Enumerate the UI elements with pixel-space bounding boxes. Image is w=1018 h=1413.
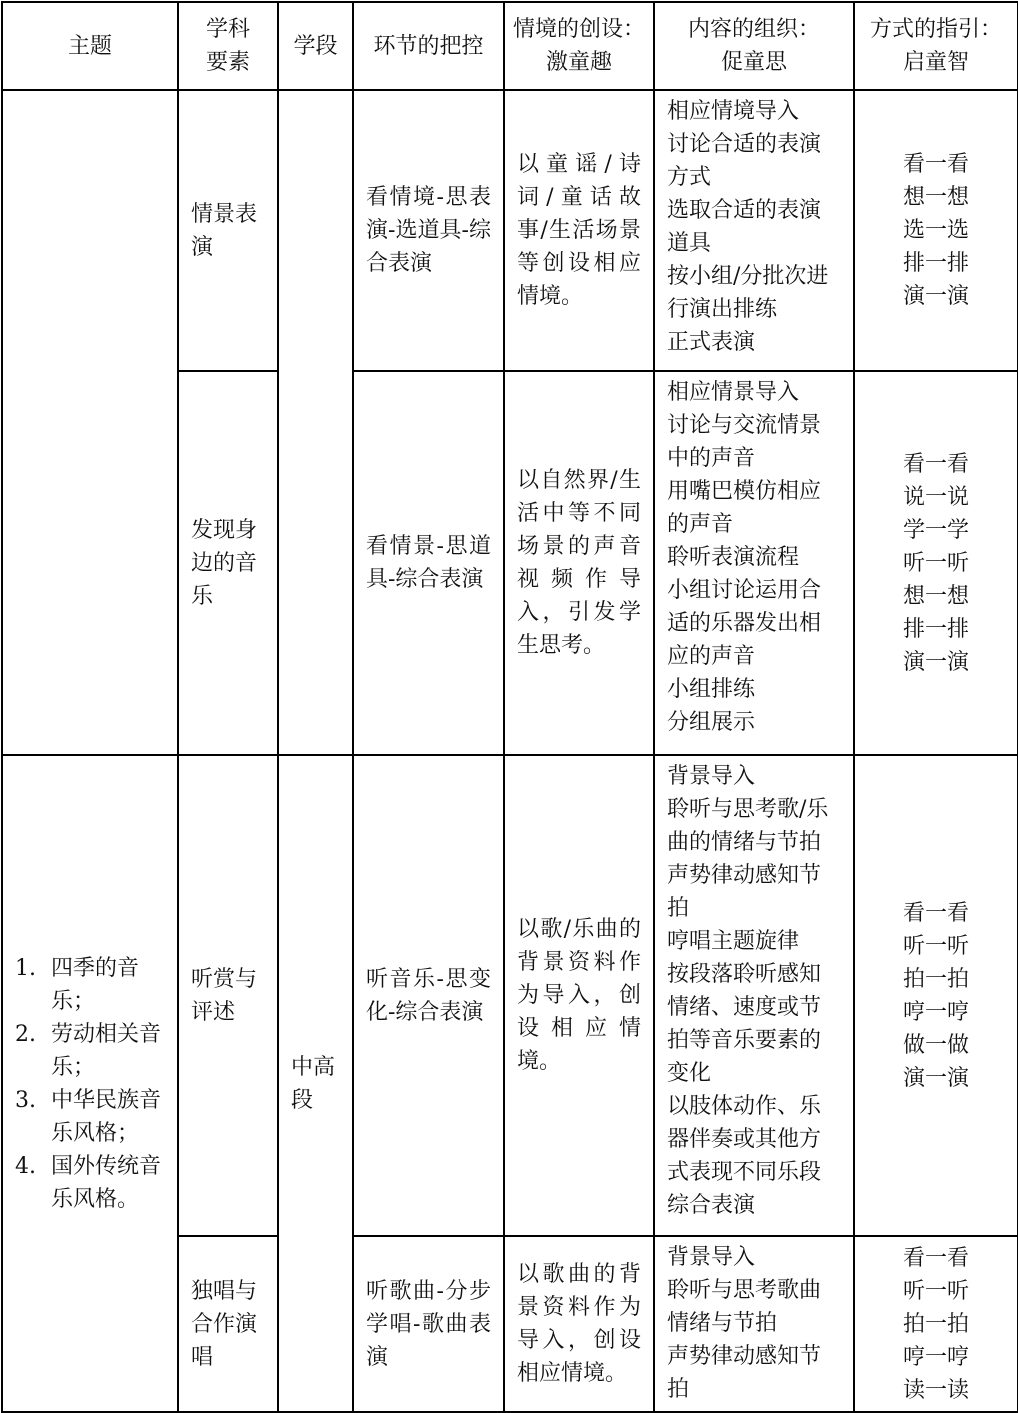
theme-item-number: 4.: [15, 1153, 36, 1179]
content-step: 按小组/分批次进行演出排练: [667, 264, 829, 322]
method-item: 说一说: [902, 484, 969, 510]
content-step: 相应情境导入: [667, 99, 800, 124]
header-situation: [504, 2, 654, 90]
header-content-line: 内容的组织：: [687, 17, 820, 42]
method-item: 排一排: [902, 251, 969, 276]
content-step: 声势律动感知节拍: [667, 863, 822, 921]
header-subject-elements-line: 要素: [205, 50, 250, 75]
stage-cell: 中高段: [278, 755, 353, 1412]
subject-element-cell: 听赏与评述: [178, 755, 278, 1236]
method-item: 哼一哼: [902, 999, 969, 1025]
method-item: 听一听: [902, 933, 969, 959]
content-step: 讨论合适的表演方式: [667, 132, 822, 190]
method-item: 演一演: [902, 649, 969, 675]
method-item: 拍一拍: [902, 1311, 969, 1337]
content-step: 正式表演: [667, 330, 756, 355]
content-step: 选取合适的表演道具: [667, 198, 822, 256]
content-step: 小组讨论运用合适的乐器发出相应的声音: [667, 578, 822, 669]
method-item: 学一学: [902, 517, 969, 543]
theme-item-text: 中华民族音乐风格；: [51, 1087, 162, 1146]
header-content: [654, 2, 854, 90]
content-cell: [654, 371, 854, 755]
method-item: 做一做: [902, 1032, 969, 1058]
content-step: 背景导入: [667, 1245, 756, 1270]
theme-cell: [2, 90, 178, 755]
method-item: 看一看: [902, 451, 969, 477]
header-method-line: 方式的指引：: [869, 17, 1002, 42]
subject-element-cell: 情景表演: [178, 90, 278, 371]
link-control-cell: 看情境-思表演-选道具-综合表演: [353, 90, 504, 371]
method-item: 看一看: [902, 152, 969, 177]
content-step: 小组排练: [667, 677, 756, 702]
content-step: 聆听与思考歌曲情绪与节拍: [667, 1278, 822, 1336]
link-control-cell: 听歌曲-分步学唱-歌曲表演: [353, 1236, 504, 1412]
theme-item-text: 四季的音乐；: [51, 955, 140, 1014]
content-step: 用嘴巴模仿相应的声音: [667, 479, 822, 537]
method-item: 听一听: [902, 550, 969, 576]
table-row: [2, 90, 1018, 371]
method-item: 看一看: [902, 900, 969, 926]
situation-cell: 以歌曲的背景资料作为导入，创设相应情境。: [504, 1236, 654, 1412]
content-step: 以肢体动作、乐器伴奏或其他方式表现不同乐段: [667, 1094, 822, 1185]
content-step: 按段落聆听感知情绪、速度或节拍等音乐要素的变化: [667, 962, 822, 1086]
theme-item-text: 劳动相关音乐；: [51, 1021, 162, 1080]
situation-cell: 以自然界/生活中等不同场景的声音视频作导入，引发学生思考。: [504, 371, 654, 755]
table-row: [2, 755, 1018, 1236]
theme-item-number: 3.: [15, 1087, 36, 1113]
method-item: 想一想: [902, 185, 969, 210]
method-item: 想一想: [902, 583, 969, 609]
content-cell: [654, 90, 854, 371]
situation-cell: 以歌/乐曲的背景资料作为导入，创设相应情境。: [504, 755, 654, 1236]
content-step: 声势律动感知节拍: [667, 1344, 822, 1402]
method-item: 哼一哼: [902, 1344, 969, 1370]
link-control-cell: 看情景-思道具-综合表演: [353, 371, 504, 755]
theme-list-item: [15, 1018, 165, 1084]
content-step: 分组展示: [667, 710, 756, 735]
content-step: 讨论与交流情景中的声音: [667, 413, 822, 471]
header-subject-elements: [178, 2, 278, 90]
theme-list: [15, 952, 165, 1216]
theme-list-item: [15, 952, 165, 1018]
header-situation-line: 情境的创设：: [512, 17, 645, 42]
theme-item-text: 国外传统音乐风格。: [51, 1153, 162, 1212]
method-item: 拍一拍: [902, 966, 969, 992]
method-cell: [854, 755, 1018, 1236]
content-step: 聆听表演流程: [667, 545, 800, 570]
content-step: 综合表演: [667, 1193, 756, 1218]
stage-cell: [278, 90, 353, 755]
header-link-control: 环节的把控: [353, 2, 504, 90]
subject-element-cell: 发现身边的音乐: [178, 371, 278, 755]
method-cell: [854, 371, 1018, 755]
header-subject-elements-line: 学科: [205, 17, 250, 42]
content-step: 背景导入: [667, 764, 756, 789]
method-item: 选一选: [902, 218, 969, 243]
method-item: 看一看: [902, 1245, 969, 1271]
content-step: 聆听与思考歌/乐曲的情绪与节拍: [667, 797, 829, 855]
header-stage: 学段: [278, 2, 353, 90]
theme-item-number: 2.: [15, 1021, 36, 1047]
method-cell: [854, 1236, 1018, 1412]
situation-cell: 以童谣/诗词/童话故事/生活场景等创设相应情境。: [504, 90, 654, 371]
method-item: 演一演: [902, 284, 969, 309]
content-step: 相应情景导入: [667, 380, 800, 405]
theme-list-item: [15, 1150, 165, 1216]
content-cell: [654, 755, 854, 1236]
content-step: 哼唱主题旋律: [667, 929, 800, 954]
theme-list-item: [15, 1084, 165, 1150]
content-cell: [654, 1236, 854, 1412]
theme-cell: [2, 755, 178, 1412]
header-method-line: 启童智: [902, 50, 969, 75]
header-method: [854, 2, 1018, 90]
method-item: 听一听: [902, 1278, 969, 1304]
header-situation-line: 激童趣: [545, 50, 612, 75]
lesson-design-table: [1, 1, 1018, 1413]
header-content-line: 促童思: [720, 50, 787, 75]
method-cell: [854, 90, 1018, 371]
header-theme: 主题: [2, 2, 178, 90]
method-item: 演一演: [902, 1065, 969, 1091]
table-header-row: [2, 2, 1018, 90]
subject-element-cell: 独唱与合作演唱: [178, 1236, 278, 1412]
link-control-cell: 听音乐-思变化-综合表演: [353, 755, 504, 1236]
method-item: 排一排: [902, 616, 969, 642]
theme-item-number: 1.: [15, 955, 36, 981]
method-item: 读一读: [902, 1377, 969, 1403]
